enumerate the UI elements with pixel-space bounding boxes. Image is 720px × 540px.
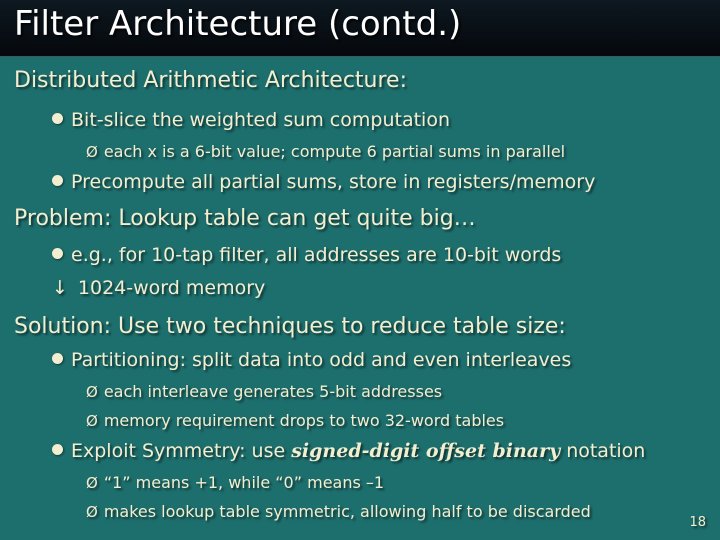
sub-bullet-memory (86, 411, 504, 430)
sub-bullet-text: memory requirement drops to two 32-word tables (103, 411, 505, 430)
arrow-marker-icon: Ø (86, 143, 98, 161)
bullet-bit-slice (52, 109, 450, 131)
sub-bullet-text: “1” means +1, while “0” means –1 (103, 473, 385, 492)
sub-bullet-text: makes lookup table symmetric, allowing half to be discarded (103, 502, 591, 521)
slide-title: Filter Architecture (contd.) (14, 4, 462, 44)
bullet-dot-icon (52, 353, 63, 364)
sub-bullet-5-bit (86, 382, 442, 401)
bullet-example (52, 244, 561, 266)
down-arrow-icon: ↓ (52, 277, 68, 299)
result-1024-word (52, 277, 265, 299)
bullet-symmetry (52, 440, 645, 462)
bullet-text-suffix: notation (560, 440, 646, 462)
arrow-marker-icon: Ø (86, 383, 98, 401)
bullet-text: e.g., for 10-tap filter, all addresses are 10-bit words (71, 244, 562, 266)
arrow-marker-icon: Ø (86, 412, 98, 430)
heading-problem: Problem: Lookup table can get quite big… (14, 206, 476, 231)
bullet-text: Partitioning: split data into odd and even interleaves (71, 349, 572, 371)
bullet-precompute (52, 171, 595, 193)
bullet-dot-icon (52, 248, 63, 259)
arrow-marker-icon: Ø (86, 474, 98, 492)
result-text: 1024-word memory (77, 277, 266, 299)
sub-bullet-text: each interleave generates 5-bit addresses (103, 382, 443, 401)
heading-solution: Solution: Use two techniques to reduce table size: (14, 314, 566, 339)
bullet-text: Bit-slice the weighted sum computation (71, 109, 450, 131)
bullet-dot-icon (52, 444, 63, 455)
bullet-text: Precompute all partial sums, store in registers/memory (71, 171, 596, 193)
sub-bullet-symmetric (86, 502, 591, 521)
bullet-text-emphasis: signed-digit offset binary (291, 440, 561, 462)
sub-bullet-6-bit (86, 142, 565, 161)
bullet-dot-icon (52, 113, 63, 124)
bullet-dot-icon (52, 175, 63, 186)
sub-bullet-one-means (86, 473, 384, 492)
bullet-text-prefix: Exploit Symmetry: use (71, 440, 292, 462)
title-bar (0, 0, 720, 57)
heading-distributed-arithmetic: Distributed Arithmetic Architecture: (14, 68, 407, 93)
sub-bullet-text: each x is a 6-bit value; compute 6 partial sums in parallel (103, 142, 566, 161)
bullet-partitioning (52, 349, 571, 371)
page-number: 18 (689, 515, 706, 530)
arrow-marker-icon: Ø (86, 503, 98, 521)
